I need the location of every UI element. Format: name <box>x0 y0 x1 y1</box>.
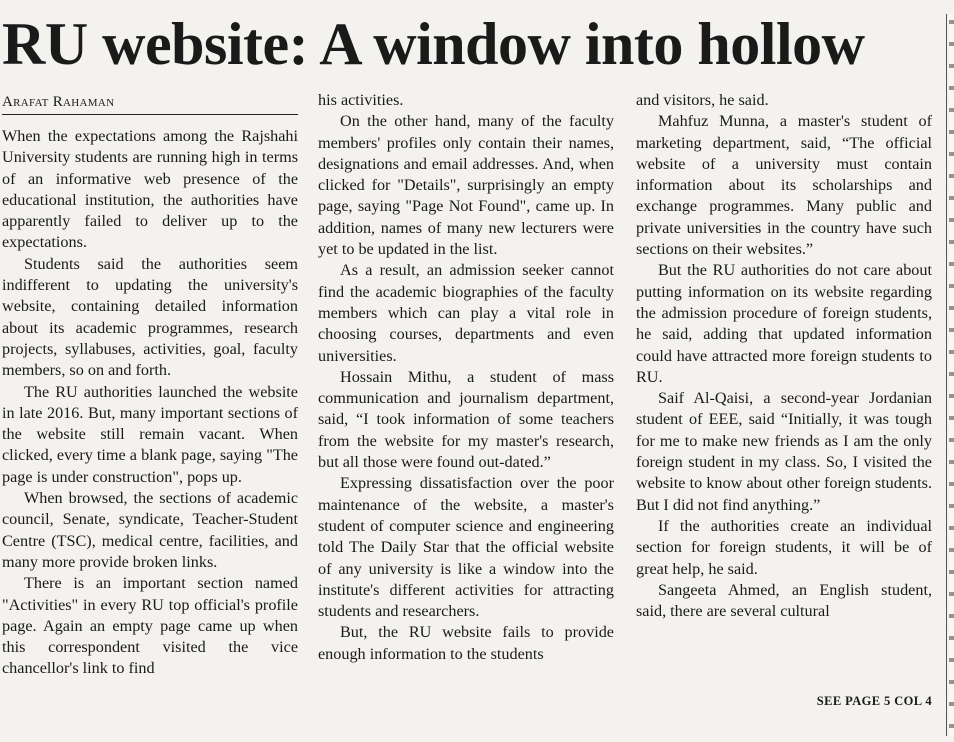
paragraph: But the RU authorities do not care about putting information on its website regarding the admission procedure of foreign students, he said, adding that updated information could have attracted more foreign students to RU. <box>636 261 932 386</box>
article-column-2 <box>318 90 614 665</box>
continuation-jump-line: SEE PAGE 5 COL 4 <box>816 694 932 708</box>
paragraph: On the other hand, many of the faculty members' profiles only contain their names, designations and email addresses. And, when clicked for "Details", surprisingly an empty page, saying "Page Not Found", came up. In addition, names of many new lecturers were yet to be updated in the list. <box>318 112 614 259</box>
article-column-3 <box>636 90 932 622</box>
article-column-1 <box>2 126 298 680</box>
paragraph: When the expectations among the Rajshahi University students are running high in terms of an informative web presence of the educational institution, the authorities have apparently failed to deliver up to the expectations. <box>2 127 298 252</box>
paragraph: Expressing dissatisfaction over the poor maintenance of the website, a master's student of computer science and engineering told The Daily Star that the official website of any university is like a window into the institute's different activities for attracting students and researchers. <box>318 474 614 621</box>
paragraph: But, the RU website fails to provide enough information to the students <box>318 623 614 663</box>
paragraph: The RU authorities launched the website in late 2016. But, many important sections of the website still remain vacant. When clicked, every time a blank page, saying "The page is under construction", pops up. <box>2 382 298 486</box>
column-rule <box>946 14 947 736</box>
paragraph: As a result, an admission seeker cannot find the academic biographies of the faculty members which can play a vital role in choosing courses, departments and even universities. <box>318 261 614 365</box>
paragraph: If the authorities create an individual section for foreign students, it will be of great help, he said. <box>636 516 932 578</box>
paragraph: Mahfuz Munna, a master's student of marketing department, said, “The official website of a university must contain information about its scholarships and exchange programmes. Many public and private universities in the country have such sections on their websites.” <box>636 112 932 259</box>
paragraph: Sangeeta Ahmed, an English student, said, there are several cultural <box>636 580 932 621</box>
paragraph: his activities. <box>318 91 404 109</box>
paragraph: There is an important section named "Activities" in every RU top official's profile page. Again an empty page came up when this correspondent visited the vice chancellor's link to find <box>2 574 298 678</box>
paragraph: Hossain Mithu, a student of mass communication and journalism department, said, “I took information of some teachers from the website for my master's research, but all those were found out-dated.” <box>318 367 614 472</box>
headline: RU website: A window into hollow <box>2 11 865 77</box>
paragraph: Students said the authorities seem indifferent to updating the university's website, containing detailed information about its academic programmes, research projects, syllabuses, activities, goal, faculty members, so on and forth. <box>2 254 298 380</box>
byline: Arafat Rahaman <box>2 92 298 115</box>
paragraph: Saif Al-Qaisi, a second-year Jordanian student of EEE, said “Initially, it was tough for me to make new friends as I am the only foreign student in my class. So, I visited the website to know about other foreign students. But I did not find anything.” <box>636 389 932 514</box>
adjacent-article-edge <box>949 14 954 736</box>
paragraph: and visitors, he said. <box>636 91 769 109</box>
paragraph: When browsed, the sections of academic council, Senate, syndicate, Teacher-Student Centre (TSC), medical centre, facilities, and many more provide broken links. <box>2 489 298 571</box>
